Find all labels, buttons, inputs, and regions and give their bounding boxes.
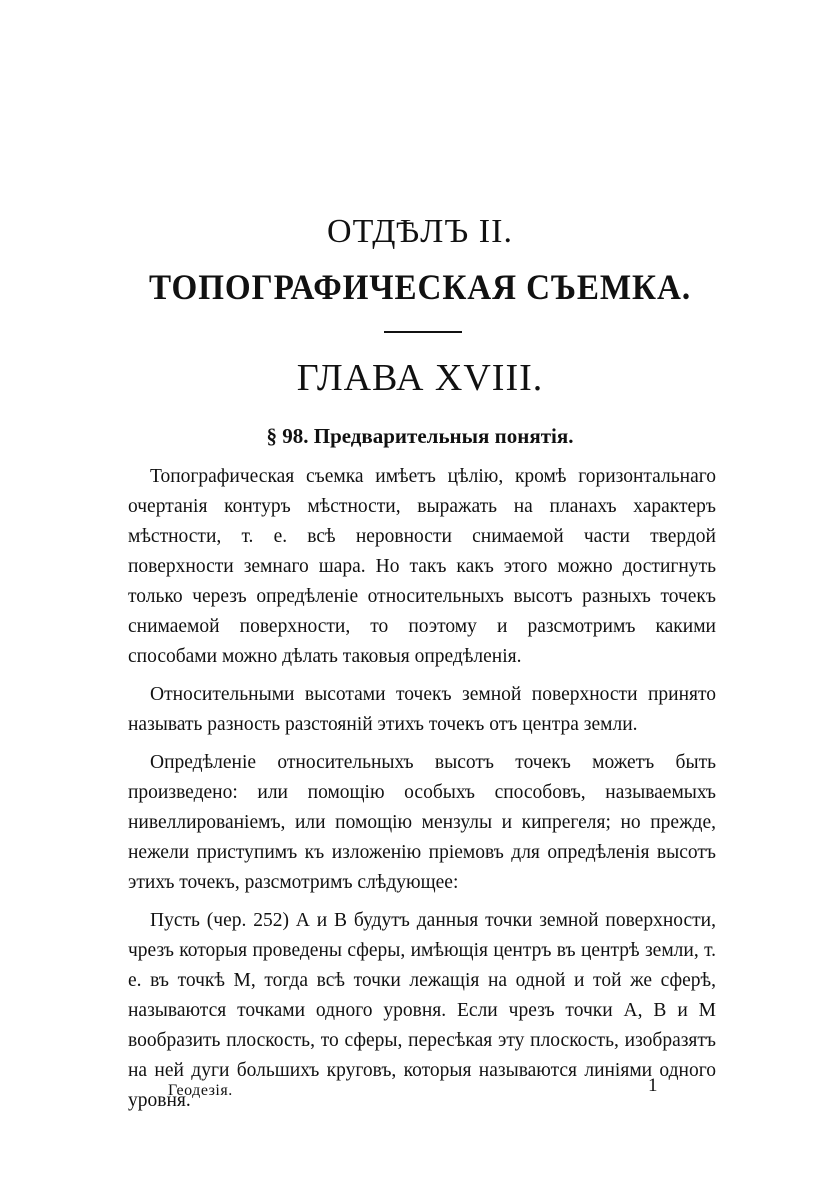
section-title: ОТДѢЛЪ II.: [327, 213, 513, 250]
paragraph-heading: § 98. Предварительныя понятія.: [266, 424, 574, 448]
chapter-title: ГЛАВА XVIII.: [296, 357, 544, 399]
body-text: [128, 462, 716, 1124]
page-number: 1: [648, 1075, 658, 1096]
body-paragraph-3: Опредѣленіе относительныхъ высотъ точекъ можетъ быть произведено: или помощію особыхъ способовъ, называемыхъ нивеллированіемъ, или помощію мензулы и кипрегеля; но прежде, нежели приступимъ къ изложенію пріемовъ для опредѣленія высотъ этихъ точекъ, разсмотримъ слѣдующее:: [128, 752, 716, 893]
footer-book-title: Геодезія.: [168, 1082, 233, 1099]
body-paragraph-2: Относительными высотами точекъ земной поверхности принято называть разность разстояній этихъ точекъ отъ центра земли.: [128, 684, 716, 735]
part-title: ТОПОГРАФИЧЕСКАЯ СЪЕМКА.: [148, 267, 692, 307]
body-paragraph-4: Пусть (чер. 252) А и В будутъ данныя точки земной поверхности, чрезъ которыя проведены сферы, имѣющія центръ въ центрѣ земли, т. е. въ точкѣ М, тогда всѣ точки лежащія на одной и той же сферѣ, называются точками одного уровня. Если чрезъ точки А, В и М вообразить плоскость, то сферы, пересѣкая эту плоскость, изобразятъ на ней дуги большихъ круговъ, которыя называются линіями одного уровня.: [128, 910, 716, 1111]
body-paragraph-1: Топографическая съемка имѣетъ цѣлію, кромѣ горизонтальнаго очертанія контуръ мѣстности, выражать на планахъ характеръ мѣстности, т. е. всѣ неровности снимаемой части твердой поверхности земнаго шара. Но такъ какъ этого можно достигнуть только черезъ опредѣленіе относительныхъ высотъ разныхъ точекъ снимаемой поверхности, то поэтому и разсмотримъ какими способами можно дѣлать таковыя опредѣленія.: [128, 466, 716, 667]
divider-rule: [384, 331, 462, 333]
